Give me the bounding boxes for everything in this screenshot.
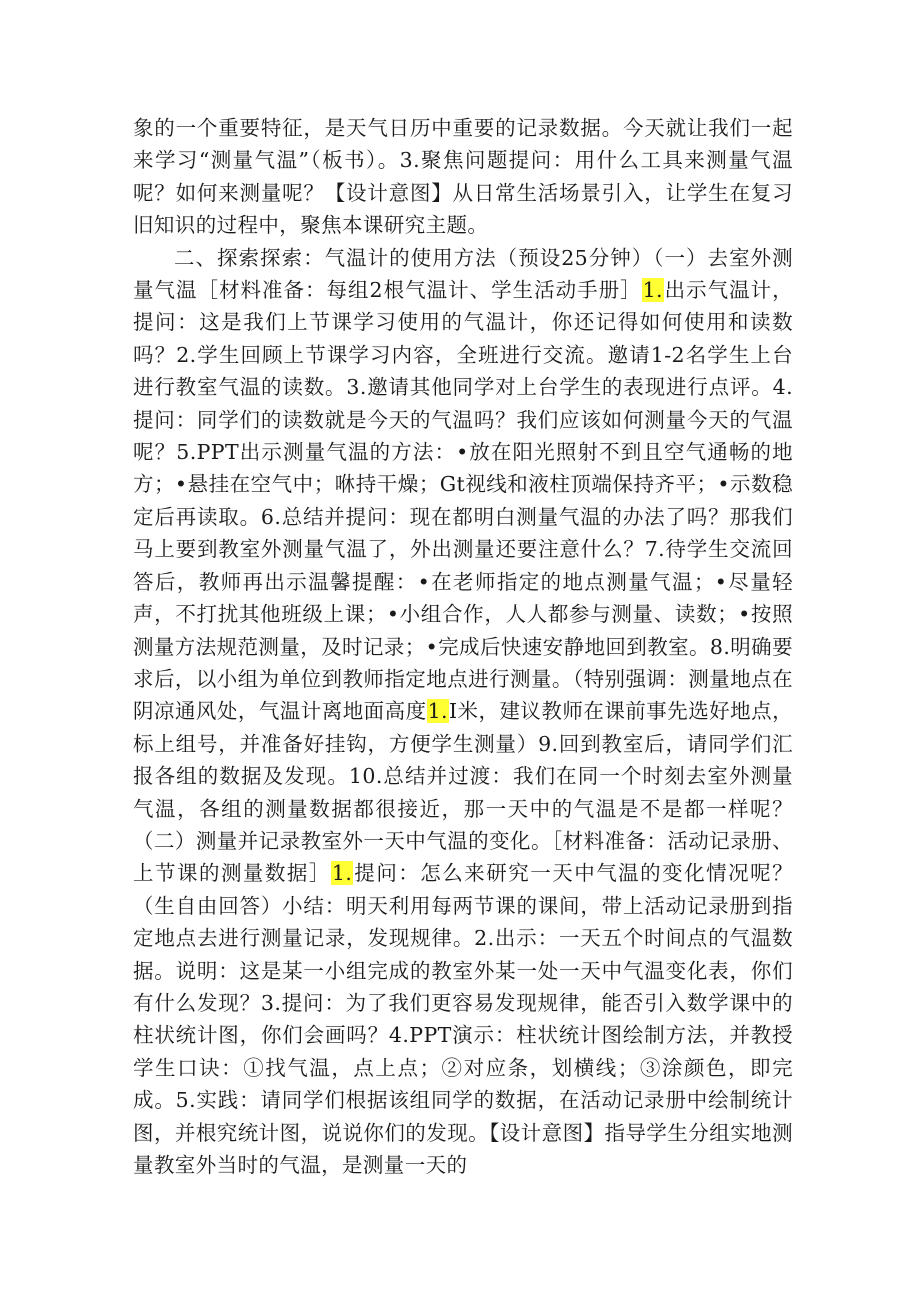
paragraph-1-text: 象的一个重要特征，是天气日历中重要的记录数据。今天就让我们一起来学习“测量气温”（板书）。3.聚焦问题提问：用什么工具来测量气温呢？如何来测量呢？【设计意图】从日常生活场景引入，让学生在复习旧知识的过程中，聚焦本课研究主题。 [133, 116, 793, 238]
paragraph-2-text: 出示气温计，提问：这是我们上节课学习使用的气温计，你还记得如何使用和读数吗？2.学生回顾上节课学习内容，全班进行交流。邀请1-2名学生上台进行教室气温的读数。3.邀请其他同学对上台学生的表现进行点评。4.提问：同学们的读数就是今天的气温吗？我们应该如何测量今天的气温呢？5.PPT出示测量气温的方法：•放在阳光照射不到且空气通畅的地方；•悬挂在空气中；咻持干燥；Gt视线和液柱顶端保持齐平；•示数稳定后再读取。6.总结并提问：现在都明白测量气温的办法了吗？那我们马上要到教室外测量气温了，外出测量还要注意什么？7.待学生交流回答后，教师再出示温馨提醒：•在老师指定的地点测量气温；•尽量轻声，不打扰其他班级上课；•小组合作，人人都参与测量、读数；•按照测量方法规范测量，及时记录；•完成后快速安静地回到教室。8.明确要求后，以小组为单位到教师指定地点进行测量。（特别强调：测量地点在阴凉通风处，气温计离地面高度 [133, 278, 793, 724]
highlighted-number: 1. [642, 278, 663, 303]
paragraph-1 [133, 112, 793, 242]
highlighted-number: 1. [331, 861, 353, 886]
document-body [133, 112, 793, 1181]
paragraph-2-text: 提问：怎么来研究一天中气温的变化情况呢？（生自由回答）小结：明天利用每两节课的课间，带上活动记录册到指定地点去进行测量记录，发现规律。2.出示：一天五个时间点的气温数据。说明：这是某一小组完成的教室外某一处一天中气温变化表，你们有什么发现？3.提问：为了我们更容易发现规律，能否引入数学课中的柱状统计图，你们会画吗？4.PPT演示：柱状统计图绘制方法，并教授学生口诀：①找气温，点上点；②对应条，划横线；③涂颜色，即完成。5.实践：请同学们根据该组同学的数据，在活动记录册中绘制统计图，并根究统计图，说说你们的发现。【设计意图】指导学生分组实地测量教室外当时的气温，是测量一天的 [133, 861, 793, 1177]
paragraph-2-text: I米，建议教师在课前事先选好地点，标上组号，并准备好挂钩，方便学生测量）9.回到教室后，请同学们汇报各组的数据及发现。10.总结并过渡：我们在同一个时刻去室外测量气温，各组的测量数据都很接近，那一天中的气温是不是都一样呢？（二）测量并记录教室外一天中气温的变化。［材料准备：活动记录册、上节课的测量数据］ [133, 699, 793, 886]
highlighted-number: 1. [427, 699, 448, 724]
paragraph-2-text: 二、探索探索：气温计的使用方法（预设25分钟）（一）去室外测量气温［材料准备：每组2根气温计、学生活动手册］ [133, 245, 793, 303]
paragraph-2 [133, 242, 793, 1182]
